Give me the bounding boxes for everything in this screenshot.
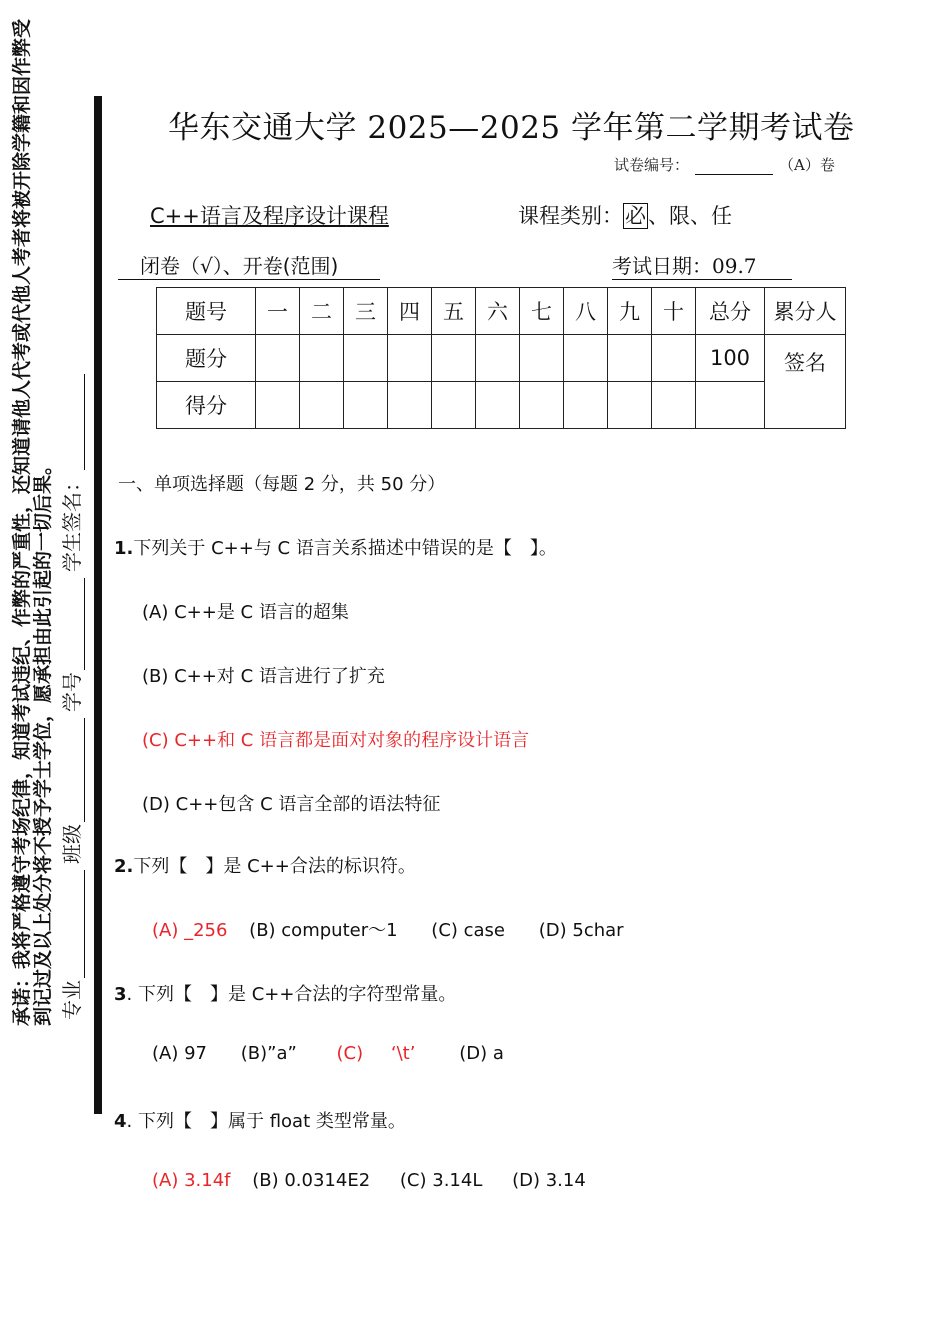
q2-option-b: (B) computer～1	[249, 920, 398, 941]
question-text: 下列关于 C++与 C 语言关系描述中错误的是【 】。	[133, 538, 557, 559]
paper-number	[614, 154, 835, 175]
class-label: 班级	[60, 824, 84, 864]
student-id-label: 学号	[60, 672, 84, 712]
exam-date-value: 09.7	[712, 254, 757, 278]
q1-option-d: (D) C++包含 C 语言全部的语法特征	[142, 794, 441, 815]
table-row	[157, 288, 846, 335]
table-cell: 二	[300, 288, 344, 335]
major-label: 专业	[60, 980, 84, 1020]
q1-option-b: (B) C++对 C 语言进行了扩充	[142, 666, 385, 687]
table-cell[interactable]	[432, 382, 476, 429]
table-cell[interactable]	[608, 382, 652, 429]
question-number: 2.	[114, 856, 134, 877]
question-text: 下列【 】是 C++合法的标识符。	[133, 856, 416, 877]
q3-option-c-value: ‘\t’	[390, 1043, 416, 1064]
signature-blank[interactable]	[62, 374, 85, 470]
student-info-fields	[56, 368, 85, 1020]
table-cell: 八	[564, 288, 608, 335]
table-cell: 五	[432, 288, 476, 335]
q3-options	[152, 1043, 504, 1064]
q2-option-c: (C) case	[431, 920, 506, 941]
q3-option-d: (D) a	[459, 1043, 504, 1064]
section-title: 一、单项选择题（每题 2 分，共 50 分）	[118, 474, 446, 495]
paper-number-label: 试卷编号：	[614, 156, 690, 174]
table-cell[interactable]	[696, 382, 765, 429]
table-cell: 100	[696, 335, 765, 382]
question-number: 4	[114, 1111, 127, 1132]
q1-option-a: (A) C++是 C 语言的超集	[142, 602, 349, 623]
question-2	[114, 852, 416, 878]
table-cell: 四	[388, 288, 432, 335]
q1-option-c-answer: (C) C++和 C 语言都是面对对象的程序设计语言	[142, 730, 530, 751]
table-cell[interactable]	[256, 335, 300, 382]
table-cell[interactable]	[564, 335, 608, 382]
table-cell[interactable]	[388, 382, 432, 429]
table-row	[157, 382, 846, 429]
q3-option-a: (A) 97	[152, 1043, 207, 1064]
question-number: 3	[114, 984, 127, 1005]
category-options: 、限、任	[648, 204, 732, 228]
exam-date-label: 考试日期：	[612, 254, 712, 278]
table-cell: 得分	[157, 382, 256, 429]
table-cell: 七	[520, 288, 564, 335]
question-text: . 下列【 】属于 float 类型常量。	[126, 1111, 406, 1132]
course-suffix: 课程	[346, 204, 389, 228]
q2-option-a-answer: (A) _256	[152, 920, 228, 941]
table-cell[interactable]	[608, 335, 652, 382]
table-cell[interactable]	[520, 382, 564, 429]
q4-option-c: (C) 3.14L	[399, 1170, 483, 1191]
table-cell: 签名	[765, 335, 846, 429]
table-cell[interactable]	[652, 335, 696, 382]
table-cell[interactable]	[432, 335, 476, 382]
table-cell: 题号	[157, 288, 256, 335]
student-id-blank[interactable]	[62, 578, 85, 670]
table-row	[157, 335, 846, 382]
question-number: 1.	[114, 538, 134, 559]
q2-options	[152, 916, 624, 942]
category-selected: 必	[625, 204, 646, 228]
table-cell[interactable]	[344, 382, 388, 429]
table-cell[interactable]	[476, 382, 520, 429]
q4-option-a-answer: (A) 3.14f	[152, 1170, 231, 1191]
course-line	[150, 200, 389, 230]
table-cell: 十	[652, 288, 696, 335]
table-cell: 九	[608, 288, 652, 335]
exam-date	[612, 250, 792, 280]
pledge-line-2: 到记过及以上处分将不授予学士学位，愿承担由此引起的一切后果。	[32, 455, 54, 1026]
course-name: C++语言及程序设计	[150, 204, 347, 228]
binding-bar	[94, 96, 102, 1114]
table-cell[interactable]	[300, 382, 344, 429]
pledge-line-1: 承诺：我将严格遵守考场纪律，知道考试违纪、作弊的严重性，还知道请他人代考或代他人考者将被开除学籍和因作弊受	[11, 18, 33, 1026]
table-cell[interactable]	[564, 382, 608, 429]
table-cell[interactable]	[256, 382, 300, 429]
q4-option-b: (B) 0.0314E2	[252, 1170, 371, 1191]
category-label: 课程类别：	[518, 204, 623, 228]
class-blank[interactable]	[62, 718, 85, 822]
q4-options	[152, 1170, 586, 1191]
question-3	[114, 980, 456, 1006]
q2-option-d: (D) 5char	[538, 920, 624, 941]
score-table	[156, 287, 846, 429]
table-cell: 一	[256, 288, 300, 335]
paper-number-blank[interactable]	[695, 160, 773, 175]
course-category	[518, 200, 732, 230]
table-cell[interactable]	[520, 335, 564, 382]
question-4	[114, 1107, 406, 1133]
table-cell: 三	[344, 288, 388, 335]
q4-option-d: (D) 3.14	[512, 1170, 586, 1191]
closed-open-book: 闭卷（√）、开卷(范围)	[118, 250, 380, 280]
table-cell[interactable]	[652, 382, 696, 429]
q3-option-b: (B)”a”	[240, 1043, 297, 1064]
major-blank[interactable]	[62, 870, 85, 978]
table-cell[interactable]	[388, 335, 432, 382]
table-cell: 题分	[157, 335, 256, 382]
paper-type: （A）卷	[779, 156, 835, 174]
table-cell: 累分人	[765, 288, 846, 335]
q3-option-c-answer: (C)	[336, 1043, 364, 1064]
table-cell[interactable]	[476, 335, 520, 382]
signature-label: 学生签名：	[60, 472, 84, 572]
table-cell[interactable]	[344, 335, 388, 382]
table-cell[interactable]	[300, 335, 344, 382]
table-cell: 总分	[696, 288, 765, 335]
question-1	[114, 534, 557, 560]
question-text: . 下列【 】是 C++合法的字符型常量。	[126, 984, 457, 1005]
table-cell: 六	[476, 288, 520, 335]
exam-title: 华东交通大学 2025—2025 学年第二学期考试卷	[168, 110, 855, 146]
